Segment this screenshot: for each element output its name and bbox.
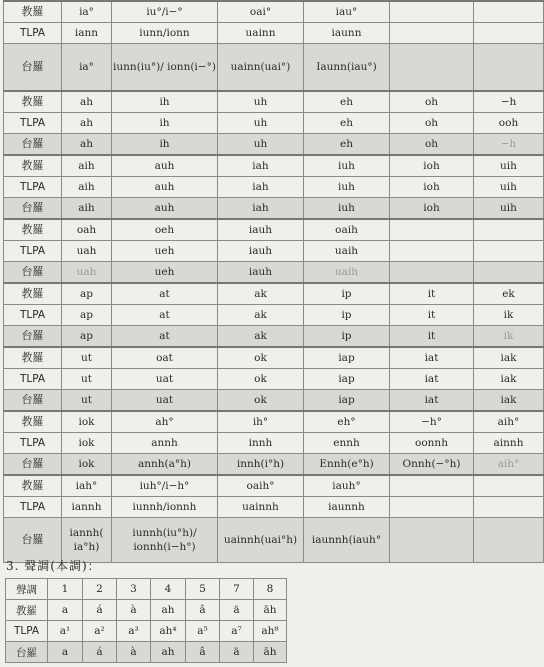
row-label: TLPA (4, 113, 62, 134)
row-label: 教羅 (4, 91, 62, 113)
table-cell: annh (112, 433, 218, 454)
table-cell: ok (218, 390, 304, 412)
table-row (4, 326, 544, 348)
romanization-table (3, 0, 544, 563)
table-cell: iauh (218, 219, 304, 241)
table-cell: annh(a°h) (112, 454, 218, 476)
tone-cell: ah⁸ (254, 621, 287, 642)
table-cell (474, 262, 544, 284)
row-label: TLPA (4, 497, 62, 518)
table-cell: uh (218, 134, 304, 156)
table-cell: ip (304, 326, 390, 348)
table-cell: oah (62, 219, 112, 241)
tone-cell: a³ (117, 621, 151, 642)
table-cell: uainnh (218, 497, 304, 518)
table-cell: iok (62, 433, 112, 454)
table-cell: uh (218, 91, 304, 113)
tone-cell: ä (220, 600, 254, 621)
table-cell: ennh (304, 433, 390, 454)
tone-cell: a (48, 600, 83, 621)
table-row (4, 91, 544, 113)
tone-cell: a (48, 642, 83, 663)
tone-cell: ah (151, 600, 186, 621)
tone-header-cell: 3 (117, 579, 151, 600)
table-cell: ap (62, 283, 112, 305)
table-cell: Iaunn(iau°) (304, 44, 390, 92)
table-cell: aih (62, 177, 112, 198)
table-cell: ok (218, 347, 304, 369)
tone-cell: à (117, 642, 151, 663)
table-cell: auh (112, 177, 218, 198)
tone-header-row (6, 579, 287, 600)
table-cell (474, 219, 544, 241)
tone-cell: a⁵ (186, 621, 220, 642)
table-cell: iat (390, 369, 474, 390)
table-cell: oai° (218, 1, 304, 23)
row-label: TLPA (4, 23, 62, 44)
table-row (4, 44, 544, 92)
table-cell: ioh (390, 177, 474, 198)
table-row (4, 497, 544, 518)
tone-row (6, 621, 287, 642)
table-cell: ih (112, 113, 218, 134)
row-label: 教羅 (4, 1, 62, 23)
table-row (4, 177, 544, 198)
tone-header-cell: 聲調 (6, 579, 48, 600)
tone-cell: ä (220, 642, 254, 663)
tone-row (6, 600, 287, 621)
table-cell (474, 475, 544, 497)
table-cell: iuh (304, 177, 390, 198)
table-cell: ak (218, 305, 304, 326)
row-label: 教羅 (4, 283, 62, 305)
table-cell: ip (304, 305, 390, 326)
table-cell: iah° (62, 475, 112, 497)
table-cell (390, 1, 474, 23)
tone-row (6, 642, 287, 663)
table-cell: iak (474, 369, 544, 390)
table-cell: uh (218, 113, 304, 134)
table-cell: innh (218, 433, 304, 454)
table-cell: iap (304, 347, 390, 369)
tone-cell: a² (83, 621, 117, 642)
table-cell: iau° (304, 1, 390, 23)
tone-header-cell: 4 (151, 579, 186, 600)
tone-header-cell: 7 (220, 579, 254, 600)
table-row (4, 305, 544, 326)
table-cell: iu°/i−° (112, 1, 218, 23)
table-row (4, 155, 544, 177)
table-cell (390, 23, 474, 44)
table-row (4, 198, 544, 220)
table-cell: iunnh(iu°h)/ ionnh(i−h°) (112, 518, 218, 563)
table-cell: uih (474, 177, 544, 198)
table-cell: uaih (304, 262, 390, 284)
row-label: TLPA (4, 433, 62, 454)
table-cell: uainnh(uai°h) (218, 518, 304, 563)
table-cell: iauh (218, 262, 304, 284)
row-label: 台羅 (4, 262, 62, 284)
table-cell: ih (112, 91, 218, 113)
table-cell (390, 518, 474, 563)
table-cell: aih (62, 155, 112, 177)
table-cell: ak (218, 283, 304, 305)
tone-cell: āh (254, 600, 287, 621)
table-cell: iap (304, 390, 390, 412)
table-cell: iah (218, 198, 304, 220)
table-cell: at (112, 305, 218, 326)
row-label: 教羅 (4, 219, 62, 241)
table-cell: iok (62, 454, 112, 476)
table-cell: ok (218, 369, 304, 390)
table-cell: ooh (474, 113, 544, 134)
table-cell (390, 44, 474, 92)
table-cell: iah (218, 177, 304, 198)
table-cell: auh (112, 198, 218, 220)
table-cell: ah (62, 113, 112, 134)
table-row (4, 390, 544, 412)
row-label: 台羅 (4, 326, 62, 348)
tone-row-label: 教羅 (6, 600, 48, 621)
row-label: TLPA (4, 369, 62, 390)
table-cell: ap (62, 326, 112, 348)
table-cell: iap (304, 369, 390, 390)
table-row (4, 433, 544, 454)
table-cell (390, 241, 474, 262)
table-cell: uat (112, 390, 218, 412)
table-cell: iat (390, 347, 474, 369)
table-cell: −h (474, 91, 544, 113)
row-label: TLPA (4, 177, 62, 198)
table-cell: ut (62, 347, 112, 369)
table-cell: uainn(uai°) (218, 44, 304, 92)
table-cell: iuh°/i−h° (112, 475, 218, 497)
table-cell: ainnh (474, 433, 544, 454)
table-cell: ek (474, 283, 544, 305)
table-row (4, 262, 544, 284)
table-cell: iaunnh(iauh° (304, 518, 390, 563)
table-cell: uah (62, 241, 112, 262)
table-cell: iat (390, 390, 474, 412)
table-cell: Onnh(−°h) (390, 454, 474, 476)
table-cell: iok (62, 411, 112, 433)
tone-header-cell: 2 (83, 579, 117, 600)
table-cell: eh (304, 134, 390, 156)
table-cell: ik (474, 305, 544, 326)
table-cell: oh (390, 91, 474, 113)
table-cell: −h (474, 134, 544, 156)
tone-cell: a⁷ (220, 621, 254, 642)
table-cell (390, 497, 474, 518)
table-cell: at (112, 326, 218, 348)
table-cell: ut (62, 369, 112, 390)
table-cell: ia° (62, 1, 112, 23)
table-cell: iuh (304, 155, 390, 177)
tone-cell: a¹ (48, 621, 83, 642)
table-cell: ah° (112, 411, 218, 433)
table-cell: oh (390, 134, 474, 156)
table-cell: ip (304, 283, 390, 305)
table-cell: iaunnh (304, 497, 390, 518)
table-cell: iann (62, 23, 112, 44)
table-cell (474, 241, 544, 262)
table-cell: ih° (218, 411, 304, 433)
table-cell: auh (112, 155, 218, 177)
table-cell: oaih° (218, 475, 304, 497)
table-cell: iauh° (304, 475, 390, 497)
tone-section-title: 3. 聲調(本調)： (6, 559, 101, 573)
row-label: 教羅 (4, 475, 62, 497)
table-row (4, 454, 544, 476)
table-cell: iah (218, 155, 304, 177)
table-cell: oat (112, 347, 218, 369)
table-cell: iak (474, 390, 544, 412)
row-label: 台羅 (4, 390, 62, 412)
table-cell: aih° (474, 411, 544, 433)
table-cell: eh (304, 91, 390, 113)
table-cell: uat (112, 369, 218, 390)
table-row (4, 241, 544, 262)
table-cell: oonnh (390, 433, 474, 454)
table-cell: innh(i°h) (218, 454, 304, 476)
table-cell: iunn(iu°)/ ionn(i−°) (112, 44, 218, 92)
table-cell (474, 44, 544, 92)
row-label: 台羅 (4, 134, 62, 156)
table-cell: ia° (62, 44, 112, 92)
table-row (4, 347, 544, 369)
table-cell (474, 1, 544, 23)
table-cell: iaunn (304, 23, 390, 44)
tone-row-label: 台羅 (6, 642, 48, 663)
table-cell: −h° (390, 411, 474, 433)
row-label: TLPA (4, 241, 62, 262)
table-cell: aih° (474, 454, 544, 476)
table-cell: ueh (112, 241, 218, 262)
tone-cell: à (117, 600, 151, 621)
table-row (4, 219, 544, 241)
table-cell: uah (62, 262, 112, 284)
row-label: 台羅 (4, 198, 62, 220)
table-row (4, 475, 544, 497)
row-label: 台羅 (4, 518, 62, 563)
table-cell: ueh (112, 262, 218, 284)
table-cell: iannh( ia°h) (62, 518, 112, 563)
table-cell: it (390, 283, 474, 305)
row-label: 教羅 (4, 155, 62, 177)
table-cell (474, 23, 544, 44)
table-cell: ah (62, 91, 112, 113)
table-cell: eh (304, 113, 390, 134)
table-cell: uaih (304, 241, 390, 262)
table-cell: it (390, 326, 474, 348)
tone-header-cell: 5 (186, 579, 220, 600)
table-cell: aih (62, 198, 112, 220)
table-cell: uih (474, 198, 544, 220)
table-cell: ut (62, 390, 112, 412)
table-cell: oeh (112, 219, 218, 241)
table-row (4, 113, 544, 134)
table-cell (390, 475, 474, 497)
table-row (4, 23, 544, 44)
table-cell: ik (474, 326, 544, 348)
table-cell (390, 262, 474, 284)
tone-cell: á (83, 600, 117, 621)
table-cell (474, 497, 544, 518)
tone-table (5, 578, 287, 663)
row-label: 台羅 (4, 44, 62, 92)
tone-header-cell: 1 (48, 579, 83, 600)
table-cell: ioh (390, 198, 474, 220)
table-cell: iauh (218, 241, 304, 262)
table-cell: uih (474, 155, 544, 177)
table-cell: at (112, 283, 218, 305)
table-row (4, 411, 544, 433)
table-cell: oh (390, 113, 474, 134)
table-cell: ak (218, 326, 304, 348)
tone-cell: á (83, 642, 117, 663)
table-row (4, 1, 544, 23)
table-cell: oaih (304, 219, 390, 241)
row-label: 教羅 (4, 411, 62, 433)
table-cell: eh° (304, 411, 390, 433)
table-cell: iuh (304, 198, 390, 220)
table-cell: iunnh/ionnh (112, 497, 218, 518)
tone-header-cell: 8 (254, 579, 287, 600)
table-cell: uainn (218, 23, 304, 44)
tone-cell: â (186, 600, 220, 621)
table-cell: ioh (390, 155, 474, 177)
table-cell: iannh (62, 497, 112, 518)
tone-cell: ah⁴ (151, 621, 186, 642)
tone-cell: āh (254, 642, 287, 663)
table-row (4, 369, 544, 390)
tone-row-label: TLPA (6, 621, 48, 642)
row-label: 教羅 (4, 347, 62, 369)
table-row (4, 518, 544, 563)
table-row (4, 283, 544, 305)
table-cell: ah (62, 134, 112, 156)
row-label: TLPA (4, 305, 62, 326)
tone-cell: ah (151, 642, 186, 663)
table-cell (474, 518, 544, 563)
table-cell: iunn/ionn (112, 23, 218, 44)
table-cell: ih (112, 134, 218, 156)
table-cell: it (390, 305, 474, 326)
row-label: 台羅 (4, 454, 62, 476)
table-cell (390, 219, 474, 241)
table-cell: ap (62, 305, 112, 326)
tone-cell: â (186, 642, 220, 663)
table-cell: Ennh(e°h) (304, 454, 390, 476)
table-row (4, 134, 544, 156)
table-cell: iak (474, 347, 544, 369)
